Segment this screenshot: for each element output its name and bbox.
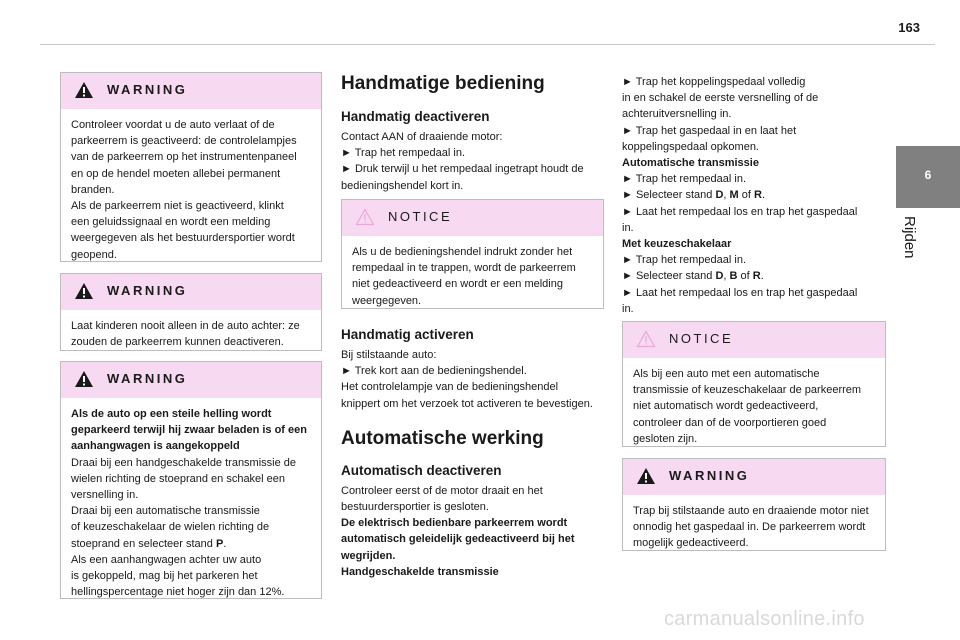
gear-position-p: P	[215, 537, 224, 550]
middle-column-lower	[341, 326, 611, 580]
text-run: ► Selecteer stand	[622, 189, 716, 202]
text-line: Controleer eerst of de motor draait en het	[341, 484, 543, 497]
warning-text	[61, 310, 321, 350]
text-line: Controleer voordat u de auto verlaat of de	[71, 119, 275, 131]
text-line-bold: Handgeschakelde transmissie	[341, 565, 499, 578]
warning-box-3	[60, 361, 322, 599]
notice-label: NOTICE	[669, 331, 734, 346]
text-line	[622, 187, 888, 203]
text-line-bold: wegrijden.	[341, 549, 396, 562]
text-line: en op de hendel moeten allebei permanent	[71, 167, 281, 180]
text-line: ► Trap het rempedaal in.	[622, 254, 747, 267]
text-line-bold: automatisch geleidelijk gedeactiveerd bij het	[341, 533, 575, 546]
text-run: of	[738, 189, 754, 202]
notice-box-2	[622, 321, 886, 447]
text-line: Laat kinderen nooit alleen in de auto achter: ze	[71, 320, 300, 332]
text-run: .	[761, 189, 765, 202]
text-line-bold: De elektrisch bedienbare parkeerrem wordt	[341, 517, 568, 530]
text-line: ► Trap het rempedaal in.	[622, 173, 747, 186]
text-line: branden.	[71, 183, 115, 196]
text-line: knippert om het verzoek tot activeren te bevestigen.	[341, 397, 593, 410]
text-line: controleer dan of de voorportieren goed	[633, 416, 827, 429]
text-line: ► Laat het rempedaal los en trap het gaspedaal	[622, 286, 858, 299]
subheading-automatic-transmission: Automatische transmissie	[622, 157, 759, 170]
warning-header	[623, 459, 885, 495]
gear-position: D	[715, 189, 724, 202]
paragraph	[341, 347, 611, 412]
text-line: in.	[622, 221, 634, 234]
text-line: zouden de parkeerrem kunnen deactiveren.	[71, 336, 284, 349]
notice-box-1	[341, 199, 604, 309]
text-line: parkeerrem is geactiveerd: de controlelampjes	[71, 135, 297, 148]
text-line: bestuurdersportier is gesloten.	[341, 501, 489, 514]
gear-position: R	[752, 270, 761, 283]
warning-triangle-icon	[636, 467, 656, 485]
text-line: gesloten zijn.	[633, 432, 698, 445]
notice-header	[342, 200, 603, 236]
text-run: stoeprand en selecteer stand	[71, 537, 216, 550]
text-line: weergegeven als het bestuurdersportier wordt	[71, 232, 295, 245]
text-line: Draai bij een handgeschakelde transmissie de	[71, 456, 297, 469]
text-line: weergegeven.	[352, 294, 422, 307]
text-line: onnodig het gaspedaal in. De parkeerrem wordt	[633, 521, 866, 534]
warning-label: WARNING	[107, 82, 188, 97]
text-run: ,	[723, 189, 730, 202]
warning-box-2	[60, 273, 322, 351]
text-line: achteruitversnelling in.	[622, 108, 732, 121]
chapter-number: 6	[924, 168, 932, 182]
warning-text	[623, 495, 885, 552]
right-column	[622, 74, 888, 317]
text-line: ► Trap het koppelingspedaal volledig	[622, 76, 806, 88]
chapter-title: Rijden	[901, 216, 918, 259]
text-line: Contact AAN of draaiende motor:	[341, 131, 503, 143]
warning-box-1	[60, 72, 322, 262]
heading-manual-apply: Handmatig activeren	[341, 327, 474, 342]
text-line: ► Laat het rempedaal los en trap het gaspedaal	[622, 205, 858, 218]
text-line: ► Druk terwijl u het rempedaal ingetrapt houdt de	[341, 163, 584, 176]
warning-header	[61, 274, 321, 310]
text-line: wielen richting de stoeprand en schakel een	[71, 472, 286, 485]
section-title-manual: Handmatige bediening	[341, 73, 545, 94]
section-title-automatic: Automatische werking	[341, 427, 544, 449]
warning-triangle-icon	[74, 282, 94, 300]
text-line: niet automatisch wordt gedeactiveerd,	[633, 400, 819, 413]
text-line: koppelingspedaal opkomen.	[622, 140, 759, 153]
heading-auto-release: Automatisch deactiveren	[341, 462, 502, 478]
text-line: of keuzeschakelaar de wielen richting de	[71, 521, 270, 534]
text-line: Als u de bedieningshendel indrukt zonder het	[352, 246, 573, 258]
text-line: in en schakel de eerste versnelling of de	[622, 92, 819, 105]
notice-text	[623, 358, 885, 447]
text-run: ► Selecteer stand	[622, 270, 716, 283]
notice-triangle-icon	[636, 330, 656, 348]
gear-position: R	[753, 189, 762, 202]
text-line: ► Trek kort aan de bedieningshendel.	[341, 365, 527, 378]
warning-text	[61, 398, 321, 600]
text-run: ,	[723, 270, 730, 283]
subheading-gear-selector: Met keuzeschakelaar	[622, 238, 732, 251]
text-line-bold: aanhangwagen is aangekoppeld	[71, 440, 240, 453]
text-run: .	[223, 537, 227, 550]
text-line: Draai bij een automatische transmissie	[71, 505, 260, 518]
text-line: ► Trap het rempedaal in.	[341, 147, 466, 160]
warning-label: WARNING	[669, 468, 750, 483]
text-line: rempedaal in te trappen, wordt de parkeerrem	[352, 262, 576, 275]
warning-header	[61, 362, 321, 398]
warning-header	[61, 73, 321, 109]
text-line: ► Trap het gaspedaal in en laat het	[622, 124, 797, 137]
text-line: van de parkeerrem op het instrumentenpaneel	[71, 151, 297, 164]
text-line: in.	[622, 302, 634, 315]
text-line: geopend.	[71, 248, 117, 261]
text-line	[71, 536, 311, 552]
warning-label: WARNING	[107, 371, 188, 386]
notice-header	[623, 322, 885, 358]
text-line: hellingspercentage niet hoger zijn dan 12%.	[71, 586, 285, 599]
text-line: Het controlelampje van de bedieningshendel	[341, 381, 559, 394]
text-line: een geluidssignaal en wordt een melding	[71, 216, 271, 229]
text-run: of	[737, 270, 753, 283]
text-line: mogelijk gedeactiveerd.	[633, 537, 749, 550]
paragraph	[341, 483, 611, 580]
notice-triangle-icon	[355, 208, 375, 226]
notice-label: NOTICE	[388, 209, 453, 224]
text-line: Trap bij stilstaande auto en draaiende motor niet	[633, 505, 869, 517]
warning-box-4	[622, 458, 886, 551]
text-line	[622, 268, 888, 284]
page-number: 163	[898, 20, 920, 35]
footer-watermark: carmanualsonline.info	[664, 608, 865, 630]
text-line: versnelling in.	[71, 489, 139, 502]
middle-column	[341, 73, 606, 194]
gear-position: D	[715, 270, 724, 283]
paragraph	[341, 129, 606, 194]
text-line: transmissie of keuzeschakelaar de parkeerrem	[633, 384, 862, 397]
text-line: Als de parkeerrem niet is geactiveerd, klinkt	[71, 200, 284, 213]
text-line: Als een aanhangwagen achter uw auto	[71, 553, 262, 566]
heading-manual-release: Handmatig deactiveren	[341, 109, 490, 124]
warning-text	[61, 109, 321, 263]
text-line: bedieningshendel kort in.	[341, 179, 464, 192]
text-line: is gekoppeld, mag bij het parkeren het	[71, 570, 258, 583]
gear-position: B	[729, 270, 738, 283]
text-run: .	[760, 270, 764, 283]
notice-text	[342, 236, 603, 309]
text-line: Als bij een auto met een automatische	[633, 368, 820, 380]
text-line-bold: Als de auto op een steile helling wordt	[71, 408, 272, 420]
header-divider	[40, 44, 935, 45]
text-line: niet gedeactiveerd en wordt er een melding	[352, 278, 563, 291]
warning-triangle-icon	[74, 81, 94, 99]
gear-position: M	[729, 189, 739, 202]
chapter-tab[interactable]	[896, 146, 960, 208]
warning-label: WARNING	[107, 283, 188, 298]
warning-triangle-icon	[74, 370, 94, 388]
text-line: Bij stilstaande auto:	[341, 349, 437, 361]
text-line-bold: geparkeerd terwijl hij zwaar beladen is of een	[71, 424, 307, 437]
